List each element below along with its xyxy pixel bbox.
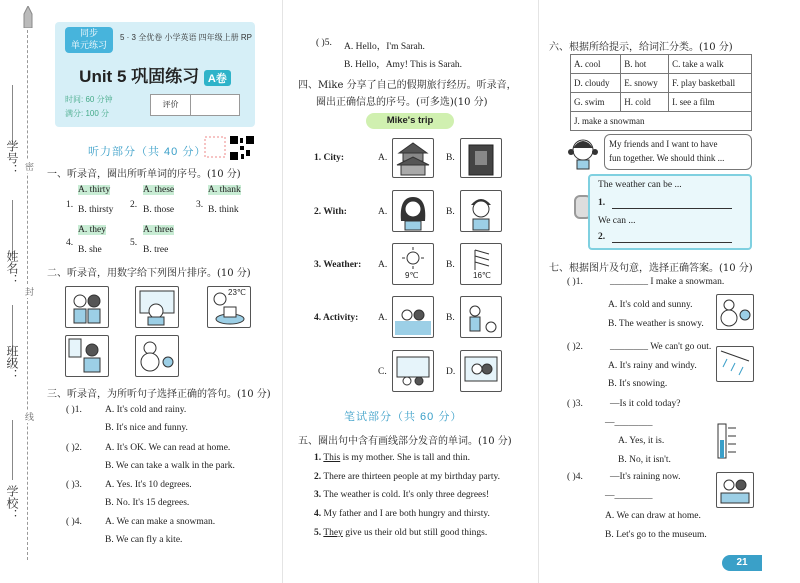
- q1-option[interactable]: A. thirty: [78, 185, 111, 195]
- q1-item-number: 2.: [130, 200, 138, 210]
- pencil-decor-icon: [204, 136, 226, 158]
- q5-number: 1.: [314, 453, 322, 463]
- q2-picture-reading[interactable]: [65, 335, 109, 377]
- q4-heading-line-1: 四、Mike 分享了自己的假期旅行经历。听录音，: [298, 80, 517, 91]
- q4-row-label: 4. Activity:: [314, 313, 359, 323]
- student-id-label: 学号：: [5, 140, 19, 176]
- q1-option[interactable]: A. these: [143, 185, 175, 195]
- q1-option[interactable]: B. think: [208, 205, 239, 215]
- q4-option-letter[interactable]: D.: [446, 367, 456, 377]
- q2-heading: 二、听录音，用数字给下列图片排序。(10 分): [47, 268, 251, 279]
- answer-line-1[interactable]: [612, 208, 732, 209]
- school-label: 学校：: [5, 485, 19, 521]
- answer-panel: [588, 174, 752, 250]
- q3-option: B. It's nice and funny.: [105, 423, 188, 433]
- evaluation-label: 评价: [151, 95, 191, 115]
- q1-option[interactable]: B. thirsty: [78, 205, 114, 215]
- weather-temp-a: 9℃: [405, 271, 419, 280]
- q5-number: 5.: [314, 528, 322, 538]
- vocabulary-table: [570, 54, 752, 131]
- q7-option: A. Yes, it is.: [618, 436, 665, 446]
- q1-option[interactable]: A. they: [78, 225, 106, 235]
- q1-option[interactable]: A. thank: [208, 185, 241, 195]
- tag-line-2: 单元练习: [70, 41, 107, 51]
- q4-option-letter[interactable]: A.: [378, 260, 388, 270]
- cut-mark: 密: [23, 162, 33, 171]
- q1-item-number: 1.: [66, 200, 74, 210]
- q7-question: —Is it cold today?: [610, 399, 681, 409]
- q4-option-letter[interactable]: A.: [378, 207, 388, 217]
- q5-number: 2.: [314, 472, 322, 482]
- q3-option: B. We can fly a kite.: [105, 535, 183, 545]
- q7-picture-drawing: [716, 472, 754, 508]
- q1-heading: 一、听录音，圈出所听单词的序号。(10 分): [47, 169, 241, 180]
- q5-number: 3.: [314, 490, 322, 500]
- vocab-cell: E. snowy: [621, 74, 669, 93]
- vocab-cell: F. play basketball: [669, 74, 752, 93]
- q7-question: ________ We can't go out.: [610, 342, 712, 352]
- q3-option: A. It's cold and rainy.: [105, 405, 187, 415]
- q5-sentence[interactable]: [314, 528, 487, 538]
- blank-number: 1.: [598, 198, 606, 208]
- q6-heading: 六、根据所给提示，给词汇分类。(10 分): [549, 42, 733, 53]
- title-text: Unit 5 巩固练习: [79, 67, 200, 86]
- q3-option: A. Hello，I'm Sarah.: [344, 42, 425, 52]
- q2-picture-kids[interactable]: [65, 286, 109, 328]
- q4-picture-windy[interactable]: [460, 243, 502, 285]
- sync-tag: [65, 27, 113, 53]
- bubble-line-1: My friends and I want to have: [609, 139, 718, 149]
- q4-option-letter[interactable]: B.: [446, 207, 455, 217]
- q2-picture-thermometer[interactable]: [207, 286, 251, 328]
- binding-margin: [0, 0, 50, 583]
- q4-option-letter[interactable]: B.: [446, 153, 455, 163]
- evaluation-box[interactable]: [150, 94, 240, 116]
- page-number: 21: [722, 555, 762, 571]
- q3-option: A. Yes. It's 10 degrees.: [105, 480, 192, 490]
- column-divider: [282, 0, 283, 583]
- class-label: 班级：: [5, 345, 19, 381]
- line-mark: 线: [23, 412, 33, 421]
- q3-answer-blank[interactable]: ( )5.: [316, 38, 332, 48]
- q3-answer-blank[interactable]: ( )3.: [66, 480, 82, 490]
- vocab-cell: A. cool: [571, 55, 621, 74]
- pencil-icon: [22, 6, 34, 28]
- vocab-cell: D. cloudy: [571, 74, 621, 93]
- q4-row-label: 2. With:: [314, 207, 347, 217]
- writing-section-title: 笔试部分（共 60 分）: [344, 411, 463, 423]
- full-score: 满分: 100 分: [65, 109, 110, 118]
- q5-heading: 五、圈出句中含有画线部分发音的单词。(10 分): [298, 436, 512, 447]
- blank-line: [12, 85, 13, 145]
- edition-label: 5 · 3 全优卷 小学英语 四年级上册 RP: [120, 33, 253, 42]
- q7-question: —It's raining now.: [610, 472, 681, 482]
- unit-header: [55, 22, 255, 127]
- q7-option: B. Let's go to the museum.: [605, 530, 707, 540]
- q5-sentence[interactable]: [314, 472, 500, 482]
- thermometer-icon: [716, 422, 754, 460]
- q1-item-number: 4.: [66, 238, 74, 248]
- q7-answer-blank[interactable]: ( )1.: [567, 277, 583, 287]
- q7-picture-rain: [716, 346, 754, 382]
- q4-picture-walk[interactable]: [460, 350, 502, 392]
- vocab-cell: G. swim: [571, 93, 621, 112]
- speech-bubble: [604, 134, 752, 170]
- name-label: 姓名：: [5, 250, 19, 286]
- q1-item-number: 5.: [130, 238, 138, 248]
- q4-option-letter[interactable]: B.: [446, 313, 455, 323]
- q4-picture-ball[interactable]: [460, 296, 502, 338]
- q7-option: B. No, it isn't.: [618, 455, 671, 465]
- q7-option: A. It's rainy and windy.: [608, 361, 697, 371]
- mikes-trip-label: Mike's trip: [366, 113, 454, 129]
- vocab-cell: H. cold: [621, 93, 669, 112]
- q5-sentence[interactable]: [314, 490, 489, 500]
- unit-title: [55, 62, 255, 87]
- q4-option-letter[interactable]: A.: [378, 313, 388, 323]
- column-divider: [538, 0, 539, 583]
- q5-text: There are thirteen people at my birthday party.: [323, 472, 500, 482]
- q5-underlined: This: [323, 453, 341, 463]
- q4-row-label: 3. Weather:: [314, 260, 362, 270]
- q3-option: B. No. It's 15 degrees.: [105, 498, 190, 508]
- tag-line-1: 同步: [79, 29, 98, 39]
- q3-option: B. Hello，Amy! This is Sarah.: [344, 60, 463, 70]
- q4-picture-woman[interactable]: [392, 190, 434, 232]
- q3-answer-blank[interactable]: ( )1.: [66, 405, 82, 415]
- q1-option[interactable]: B. she: [78, 245, 102, 255]
- q3-option: A. We can make a snowman.: [105, 517, 216, 527]
- q7-option: B. The weather is snowy.: [608, 319, 704, 329]
- q1-option[interactable]: B. those: [143, 205, 175, 215]
- q7-heading: 七、根据图片及句意，选择正确答案。(10 分): [549, 263, 753, 274]
- q4-picture-museum[interactable]: [392, 350, 434, 392]
- q4-picture-swim[interactable]: [392, 296, 434, 338]
- q4-option-letter[interactable]: C.: [378, 367, 387, 377]
- q7-answer-dash[interactable]: —________: [605, 491, 653, 501]
- q2-picture-snowman[interactable]: [135, 335, 179, 377]
- q7-answer-blank[interactable]: ( )2.: [567, 342, 583, 352]
- q4-picture-sunny[interactable]: [392, 243, 434, 285]
- weather-prompt: The weather can be ...: [598, 180, 682, 190]
- girl-avatar-icon: [565, 134, 601, 170]
- q5-sentence[interactable]: [314, 509, 490, 519]
- q5-sentence[interactable]: [314, 453, 470, 463]
- weather-temp-b: 16℃: [473, 271, 491, 280]
- q7-answer-blank[interactable]: ( )3.: [567, 399, 583, 409]
- q7-option: B. It's snowing.: [608, 379, 668, 389]
- q5-text: give us their old but still good things.: [342, 528, 488, 538]
- q7-answer-blank[interactable]: ( )4.: [567, 472, 583, 482]
- q2-temperature: 23℃: [228, 288, 246, 297]
- seal-mark: 封: [23, 287, 33, 296]
- blank-number: 2.: [598, 232, 606, 242]
- q5-underlined: They: [323, 528, 343, 538]
- q7-answer-dash[interactable]: —________: [605, 418, 653, 428]
- q5-text: My father and I are both hungry and thirsty.: [323, 509, 490, 519]
- q1-option[interactable]: A. three: [143, 225, 174, 235]
- q7-option: A. It's cold and sunny.: [608, 300, 693, 310]
- q7-picture-snowman: [716, 294, 754, 330]
- q3-answer-blank[interactable]: ( )4.: [66, 517, 82, 527]
- q4-heading-line-2: 圈出正确信息的序号。(可多选)(10 分): [316, 97, 488, 108]
- vocab-cell: J. make a snowman: [571, 112, 752, 131]
- q3-heading: 三、听录音，为所听句子选择正确的答句。(10 分): [47, 389, 271, 400]
- listening-section-title: 听力部分（共 40 分）: [88, 146, 207, 158]
- answer-line-2[interactable]: [612, 242, 732, 243]
- q4-option-letter[interactable]: A.: [378, 153, 388, 163]
- vocab-cell: C. take a walk: [669, 55, 752, 74]
- q7-option: A. We can draw at home.: [605, 511, 701, 521]
- q3-option: B. We can take a walk in the park.: [105, 461, 235, 471]
- q3-option: A. It's OK. We can read at home.: [105, 443, 231, 453]
- q7-question: ________ I make a snowman.: [610, 277, 725, 287]
- q4-row-label: 1. City:: [314, 153, 345, 163]
- q4-option-letter[interactable]: B.: [446, 260, 455, 270]
- q4-picture-temple[interactable]: [392, 138, 434, 178]
- vocab-cell: I. see a film: [669, 93, 752, 112]
- q5-number: 4.: [314, 509, 322, 519]
- paper-badge: A卷: [204, 70, 231, 86]
- q1-option[interactable]: B. tree: [143, 245, 169, 255]
- time-limit: 时间: 60 分钟: [65, 95, 113, 104]
- q5-text: is my mother. She is tall and thin.: [340, 453, 471, 463]
- q1-item-number: 3.: [196, 200, 204, 210]
- wecan-prompt: We can ...: [598, 216, 636, 226]
- blank-line: [12, 420, 13, 480]
- q4-picture-man[interactable]: [460, 190, 502, 232]
- q3-answer-blank[interactable]: ( )2.: [66, 443, 82, 453]
- bubble-line-2: fun together. We should think ...: [609, 153, 725, 163]
- q5-text: The weather is cold. It's only three degrees!: [323, 490, 490, 500]
- vocab-cell: B. hot: [621, 55, 669, 74]
- q2-picture-window[interactable]: [135, 286, 179, 328]
- q4-picture-tower[interactable]: [460, 138, 502, 178]
- qr-code-icon[interactable]: [230, 136, 254, 160]
